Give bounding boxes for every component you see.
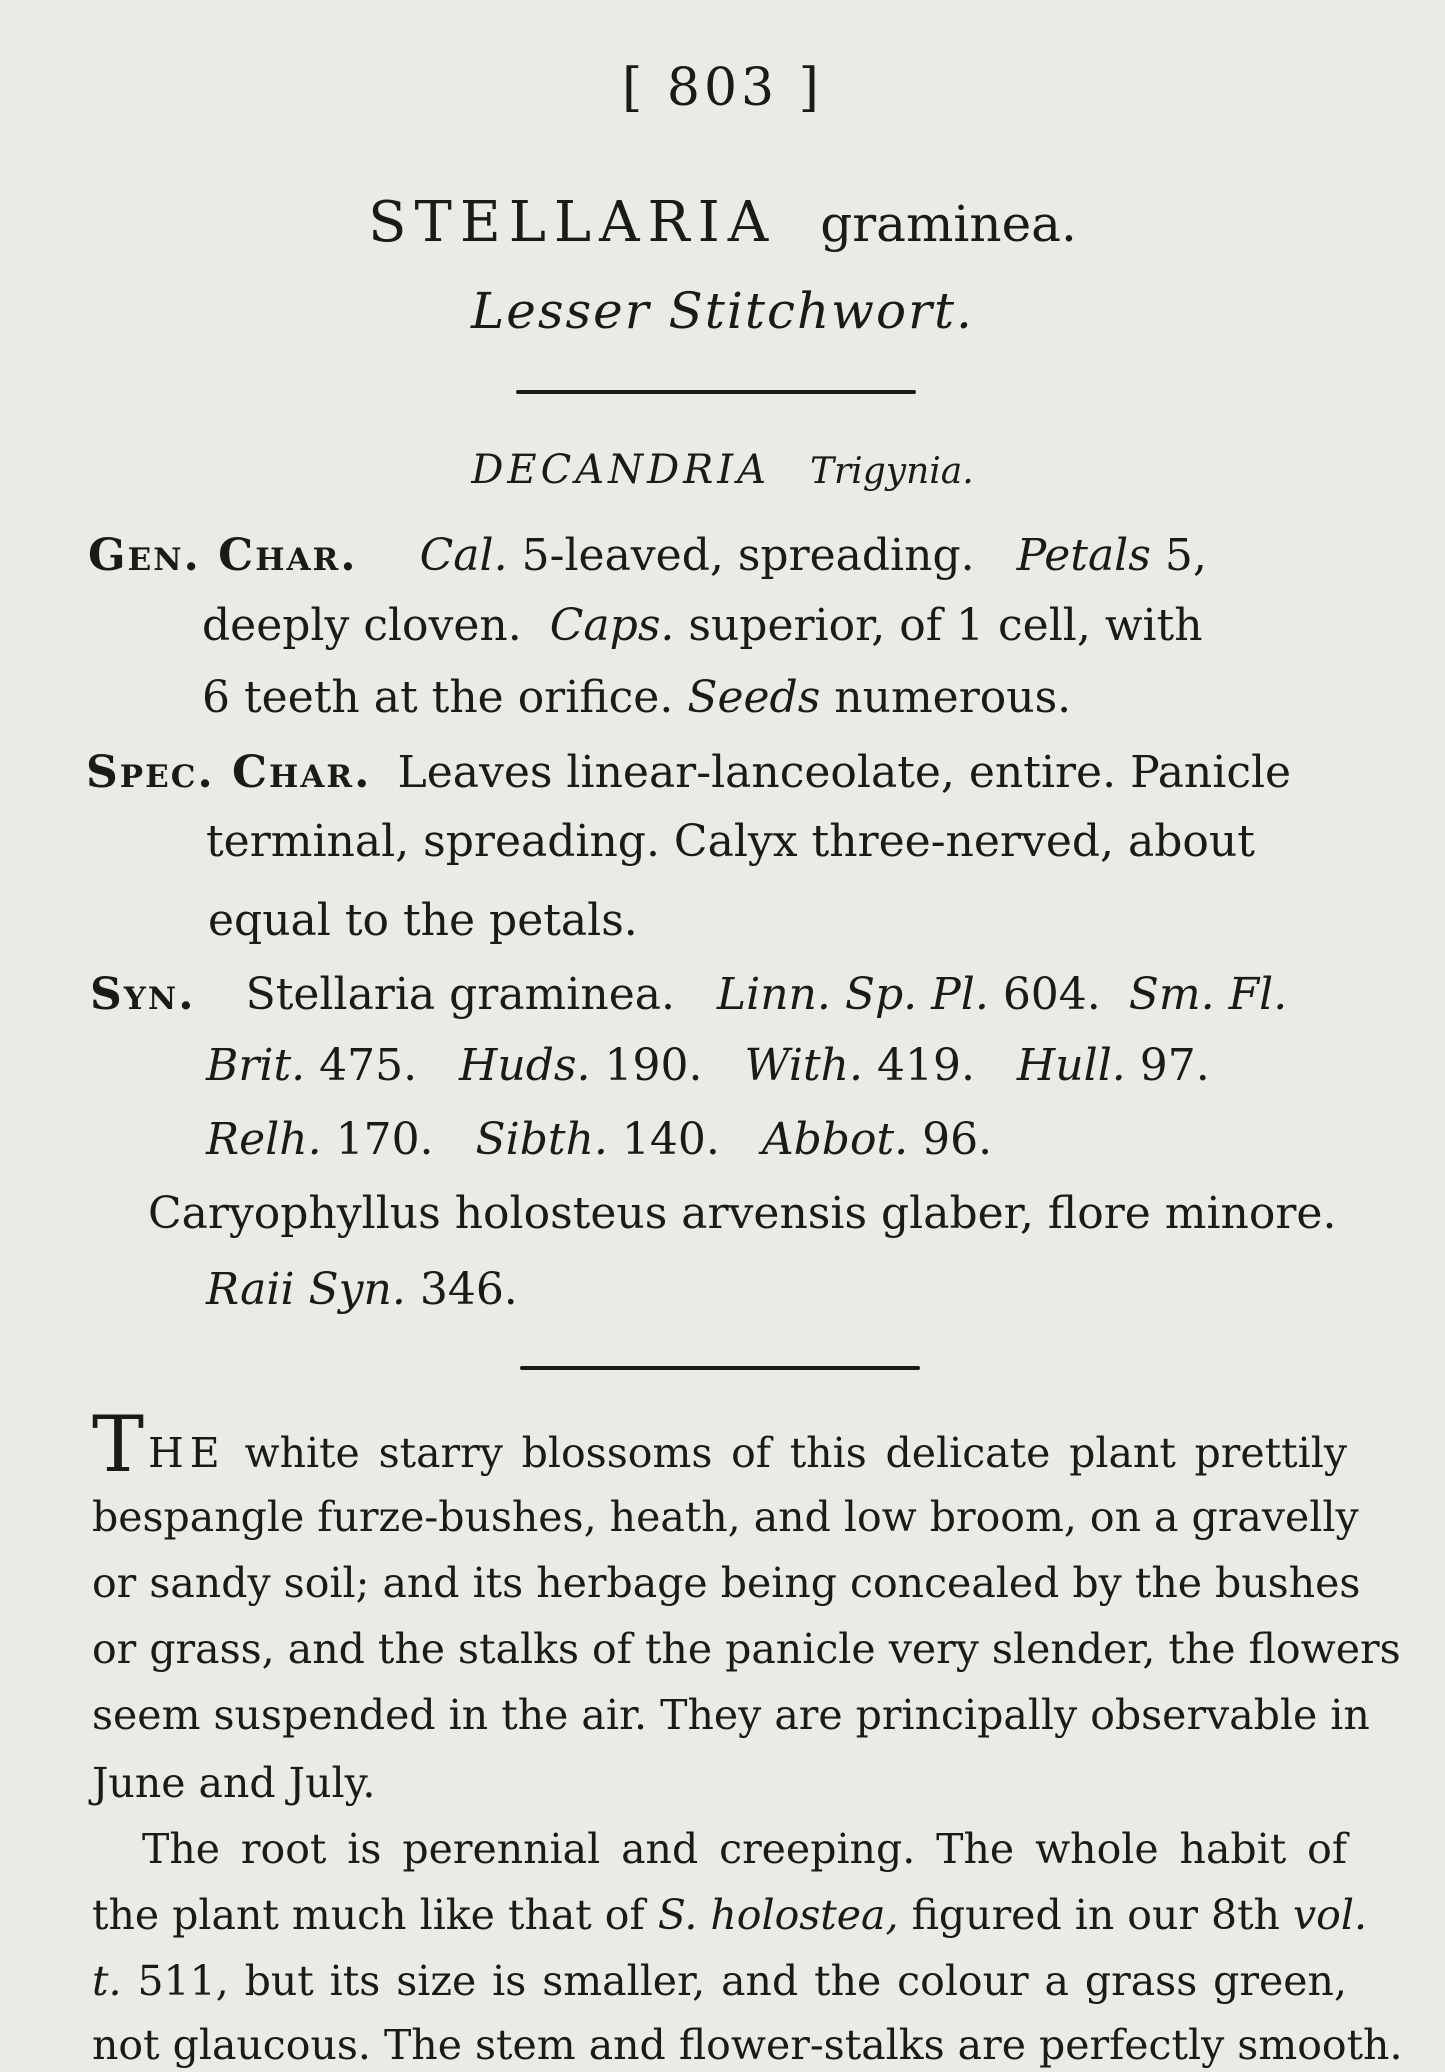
gen-char-label: Gen. Char. (88, 530, 358, 581)
linnaean-order: Trigynia. (809, 451, 974, 492)
spec-char-line-1: Spec. Char. Leaves linear-lanceolate, entire. Panicle (86, 747, 1292, 798)
body-p2-line-3: t. 511, but its size is smaller, and the colour a grass green, (92, 1957, 1347, 2005)
page-number: [ 803 ] (622, 58, 823, 118)
common-name: Lesser Stitchwort. (471, 282, 974, 340)
gen-char-line-1: Gen. Char. Cal. 5-leaved, spreading. Petals 5, (88, 530, 1207, 581)
section-rule (520, 1366, 920, 1370)
body-p1-line-5: seem suspended in the air. They are principally observable in (92, 1691, 1370, 1739)
syn-line-5: Raii Syn. 346. (206, 1264, 518, 1315)
species-name: graminea. (820, 195, 1077, 253)
drop-cap: T (92, 1400, 145, 1490)
spec-char-line-2: terminal, spreading. Calyx three-nerved, about (206, 816, 1255, 867)
body-p2-line-1: The root is perennial and creeping. The whole habit of (142, 1825, 1347, 1873)
genus-name: STELLARIA (368, 190, 777, 255)
spec-char-label: Spec. Char. (86, 747, 372, 798)
gen-char-line-3: 6 teeth at the orifice. Seeds numerous. (202, 672, 1072, 723)
syn-line-2: Brit. 475. Huds. 190. With. 419. Hull. 97. (206, 1040, 1210, 1091)
linnaean-class: DECANDRIA (471, 447, 770, 493)
syn-line-1: Syn. Stellaria graminea. Linn. Sp. Pl. 604. Sm. Fl. (90, 969, 1288, 1020)
title-rule (516, 390, 916, 394)
body-p1-line-4: or grass, and the stalks of the panicle very slender, the flowers (92, 1625, 1401, 1673)
body-p2-line-2: the plant much like that of S. holostea, figured in our 8th vol. (92, 1891, 1368, 1939)
body-p1-line-2: bespangle furze-bushes, heath, and low broom, on a gravelly (92, 1493, 1359, 1541)
species-title (0, 190, 1445, 255)
gen-char-line-2: deeply cloven. Caps. superior, of 1 cell, with (202, 600, 1203, 651)
body-p1-line-1: THE white starry blossoms of this delicate plant prettily (92, 1400, 1347, 1490)
body-p2-line-4: not glaucous. The stem and flower-stalks are perfectly smooth. (92, 2021, 1403, 2069)
syn-line-4: Caryophyllus holosteus arvensis glaber, flore minore. (148, 1188, 1337, 1239)
syn-label: Syn. (90, 969, 196, 1020)
syn-line-3: Relh. 170. Sibth. 140. Abbot. 96. (206, 1114, 993, 1165)
body-p1-line-3: or sandy soil; and its herbage being concealed by the bushes (92, 1559, 1361, 1607)
spec-char-line-3: equal to the petals. (208, 895, 638, 946)
body-p1-line-6: June and July. (92, 1759, 376, 1807)
classification (0, 447, 1445, 493)
